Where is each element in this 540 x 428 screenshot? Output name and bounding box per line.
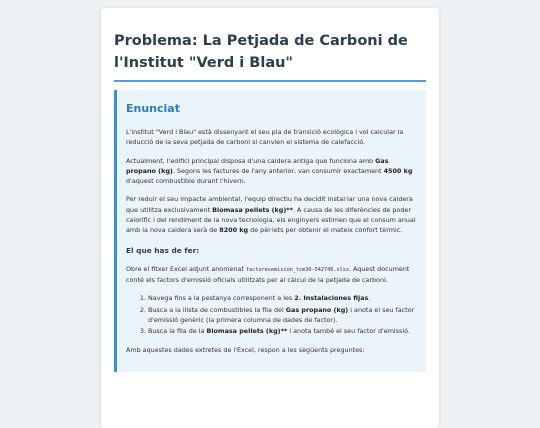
list-item: 3. Busca la fila de la Biomasa pellets (kg)** i anota també el seu factor d'emissió. — [148, 326, 418, 336]
questions-intro-paragraph: Amb aquestes dades extretes de l'Excel, respon a les següents preguntes: — [126, 346, 365, 355]
page-title: Problema: La Petjada de Carboni de l'Institut "Verd i Blau" — [114, 30, 426, 82]
new-boiler-paragraph: Per reduir el seu impacte ambiental, l'equip directiu ha decidit instal·lar una nova caldera que utilitza exclusivament Biomasa pellets (kg)**. A causa de les diferències de poder calorífic i del rendiment de la nova tecnologia, els enginyers estimen que el consum anual amb la nova caldera serà de 8200 kg de pèl·lets per obtenir el mateix confort tèrmic. — [126, 195, 416, 235]
tasks-heading: El que has de fer: — [126, 245, 200, 255]
intro-paragraph: L'institut "Verd i Blau" està dissenyant el seu pla de transició ecològica i vol calcular la reducció de la seva petjada de carboni si canvien el sistema de calefacció. — [126, 128, 404, 147]
list-item: 1. Navega fins a la pestanya corresponent a les 2. Instalaciones fijas. — [148, 293, 418, 303]
problem-card — [101, 8, 439, 428]
list-item: 2. Busca a la llista de combustibles la fila del Gas propano (kg) i anota el seu factor d'emissió genèric (la primera columna de dades de factor). — [148, 305, 418, 326]
statement-heading: Enunciat — [126, 102, 180, 115]
steps-list — [126, 293, 418, 336]
current-boiler-paragraph: Actualment, l'edifici principal disposa d'una caldera antiga que funciona amb Gas propano (kg). Segons les factures de l'any anterior, van consumir exactament 4500 kg d'aquest combustible durant l'hivern. — [126, 156, 413, 186]
statement-panel — [114, 90, 426, 372]
excel-file-paragraph: Obre el fitxer Excel adjunt anomenat factoresemision_tcm30-542746.xlsx. Aquest document conté els factors d'emissió oficials utilitzats per al càlcul de la petjada de carboni. — [126, 264, 410, 284]
excel-file-name: factoresemision_tcm30-542746.xlsx — [245, 266, 349, 273]
